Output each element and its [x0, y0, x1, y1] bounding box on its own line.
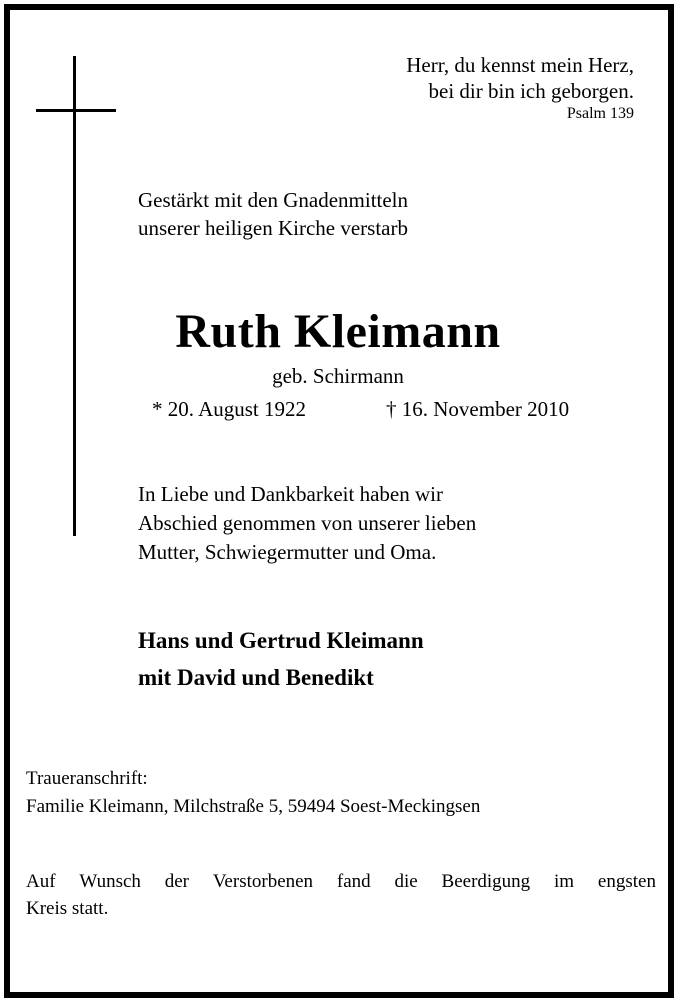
notice-word: engsten	[597, 871, 656, 892]
cross-vertical-bar	[73, 56, 76, 536]
notice-word: die	[394, 871, 418, 892]
intro-line-2: unserer heiligen Kirche verstarb	[138, 216, 408, 240]
deceased-name: Ruth Kleimann	[175, 305, 501, 358]
birth-date: * 20. August 1922	[152, 397, 307, 421]
mourners-line-2: mit David und Benedikt	[138, 665, 374, 690]
notice-word: Wunsch	[79, 871, 141, 892]
address-label: Traueranschrift:	[26, 768, 148, 789]
verse-line-2: bei dir bin ich geborgen.	[428, 79, 634, 103]
mourners	[138, 622, 424, 696]
notice-word: Beerdigung	[441, 871, 531, 892]
notice-word: Verstorbenen	[212, 871, 314, 892]
notice-word: der	[164, 871, 189, 892]
burial-notice	[26, 868, 656, 922]
intro-text	[138, 186, 408, 242]
thanks-line-2: Abschied genommen von unserer lieben	[138, 511, 477, 535]
mourners-line-1: Hans und Gertrud Kleimann	[138, 628, 424, 653]
notice-line-2: Kreis statt.	[26, 898, 109, 919]
intro-line-1: Gestärkt mit den Gnadenmitteln	[138, 188, 409, 212]
verse-reference: Psalm 139	[566, 105, 634, 122]
birth-name: geb. Schirmann	[272, 364, 404, 388]
mourning-address	[26, 765, 480, 821]
notice-line-1	[26, 868, 656, 895]
life-dates	[152, 396, 570, 422]
verse-line-1: Herr, du kennst mein Herz,	[406, 53, 634, 77]
death-date: † 16. November 2010	[386, 397, 570, 421]
thanks-line-1: In Liebe und Dankbarkeit haben wir	[138, 482, 443, 506]
notice-word: Auf	[26, 871, 56, 892]
thanks-line-3: Mutter, Schwiegermutter und Oma.	[138, 540, 437, 564]
notice-word: fand	[336, 871, 371, 892]
bible-verse	[406, 52, 634, 124]
address-line: Familie Kleimann, Milchstraße 5, 59494 Soest-Meckingsen	[26, 796, 481, 817]
cross-horizontal-bar	[36, 109, 116, 112]
thanks-text	[138, 480, 476, 567]
notice-word: im	[554, 871, 575, 892]
